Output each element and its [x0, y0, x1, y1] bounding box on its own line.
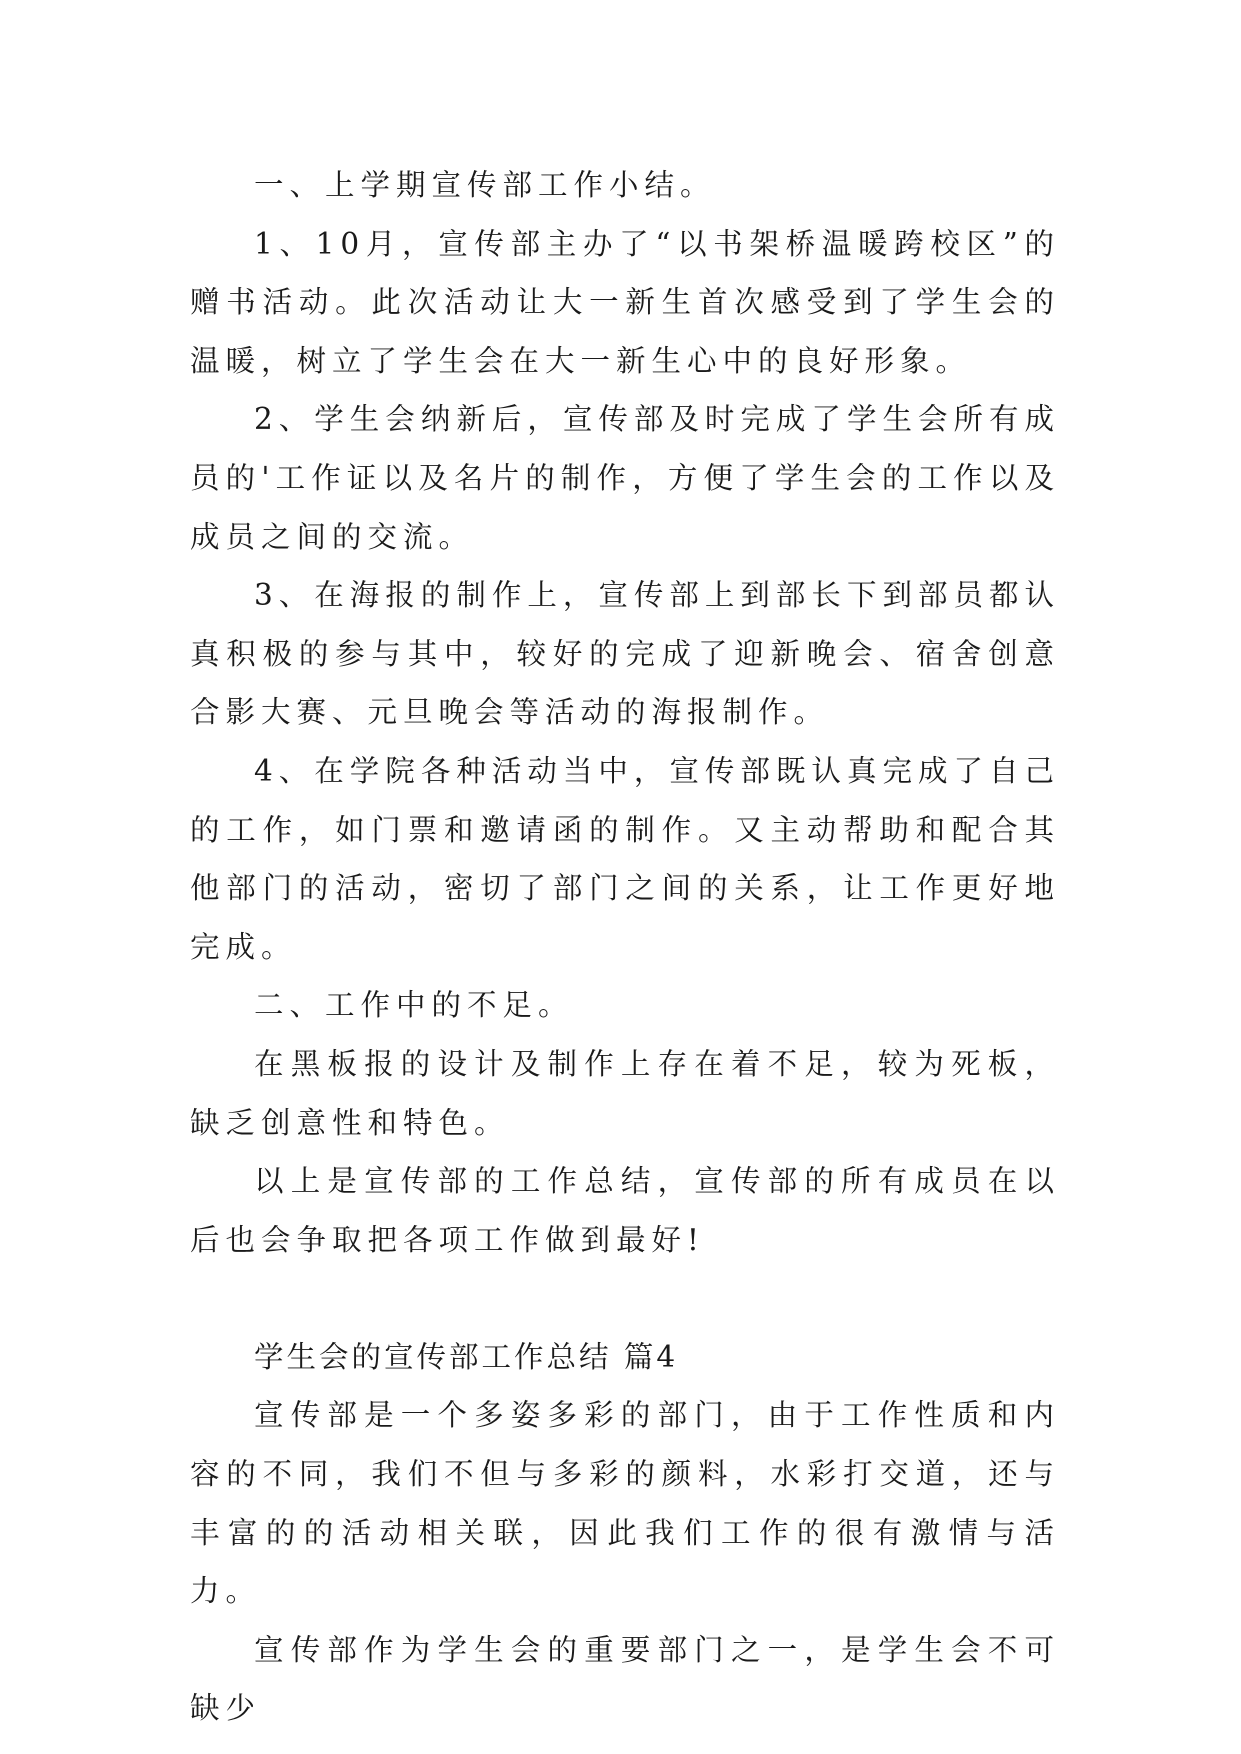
document-body: [190, 156, 1060, 1738]
section-heading-shortcomings: 二、工作中的不足。: [254, 988, 574, 1023]
paragraph-shortcomings: 在黑板报的设计及制作上存在着不足，较为死板，缺乏创意性和特色。: [190, 1046, 1060, 1140]
paragraph-item-4: 4、在学院各种活动当中，宣传部既认真完成了自己的工作，如门票和邀请函的制作。又主动帮助和配合其他部门的活动，密切了部门之间的关系，让工作更好地完成。: [190, 753, 1060, 964]
section-heading-summary: 一、上学期宣传部工作小结。: [254, 168, 716, 202]
blank-line: [190, 1269, 1060, 1328]
paragraph-item-2: 2、学生会纳新后，宣传部及时完成了学生会所有成员的'工作证以及名片的制作，方便了学生会的工作以及成员之间的交流。: [190, 402, 1060, 554]
paragraph-intro: 宣传部是一个多姿多彩的部门，由于工作性质和内容的不同，我们不但与多彩的颜料，水彩打交道，还与丰富的的活动相关联，因此我们工作的很有激情与活力。: [190, 1398, 1060, 1609]
paragraph-item-1: 1、10月，宣传部主办了“以书架桥温暖跨校区”的赠书活动。此次活动让大一新生首次感受到了学生会的温暖，树立了学生会在大一新生心中的良好形象。: [190, 226, 1060, 378]
paragraph-continued: 宣传部作为学生会的重要部门之一，是学生会不可缺少: [190, 1632, 1060, 1726]
article-title: 学生会的宣传部工作总结 篇4: [254, 1339, 679, 1374]
paragraph-conclusion: 以上是宣传部的工作总结，宣传部的所有成员在以后也会争取把各项工作做到最好!: [190, 1164, 1060, 1257]
paragraph-item-3: 3、在海报的制作上，宣传部上到部长下到部员都认真积极的参与其中，较好的完成了迎新晚会、宿舍创意合影大赛、元旦晚会等活动的海报制作。: [190, 578, 1060, 730]
